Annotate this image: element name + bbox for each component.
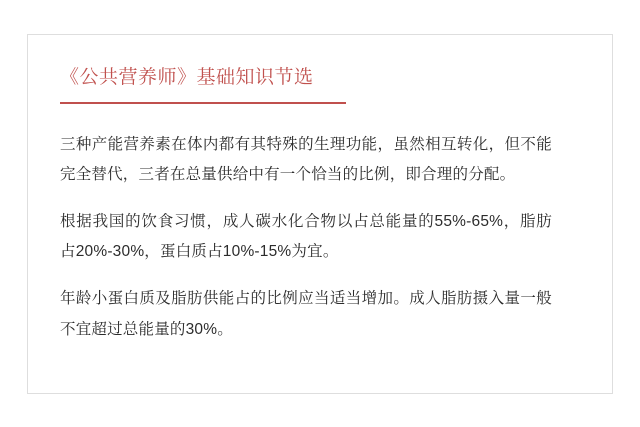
paragraph-2: 根据我国的饮食习惯，成人碳水化合物以占总能量的55%-65%，脂肪占20%-30%，蛋白质占10%-15%为宜。 [60,213,552,261]
page-title: 《公共营养师》基础知识节选 [60,67,314,88]
card-content [60,65,582,345]
title-block [60,65,582,104]
paragraph-1: 三种产能营养素在体内都有其特殊的生理功能，虽然相互转化，但不能完全替代，三者在总量供给中有一个恰当的比例，即合理的分配。 [60,135,552,183]
paragraph-3: 年龄小蛋白质及脂肪供能占的比例应当适当增加。成人脂肪摄入量一般不宜超过总能量的30%。 [60,290,552,338]
content-card [27,34,613,394]
title-underline-divider [60,102,346,104]
